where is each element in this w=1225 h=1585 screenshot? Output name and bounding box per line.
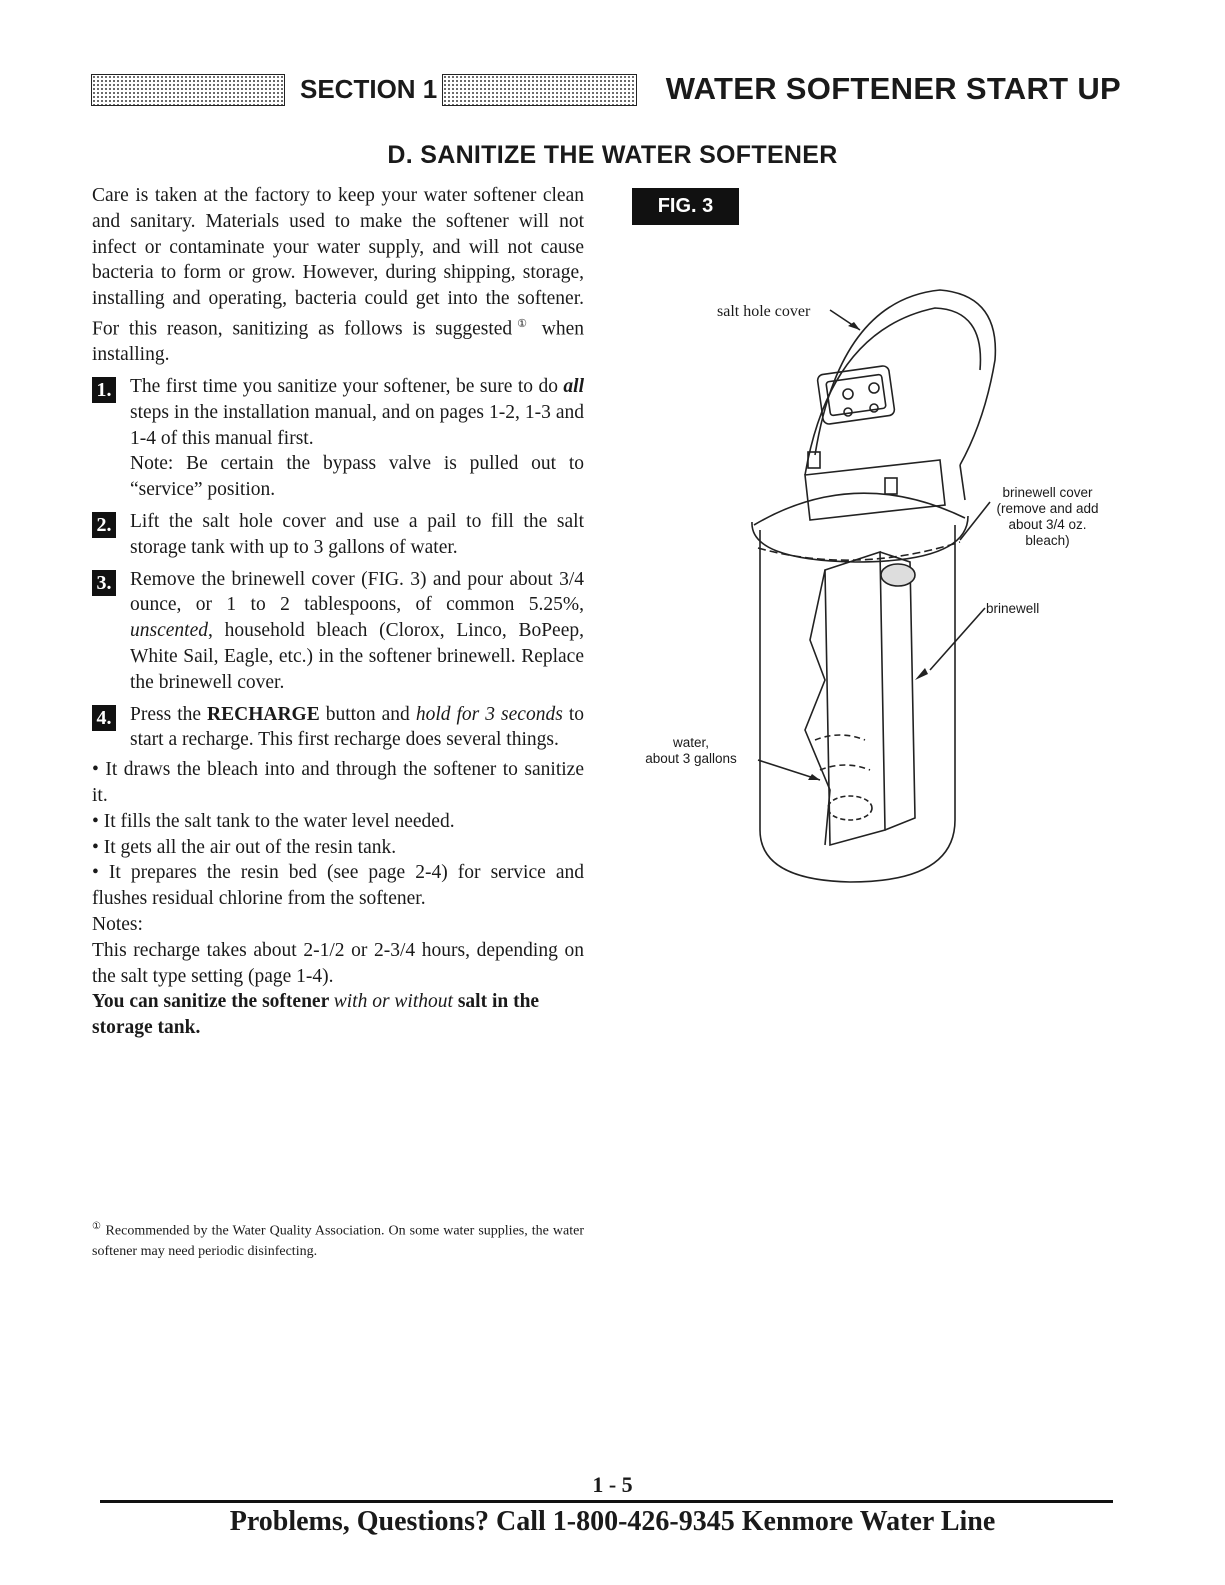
page-heading: D. SANITIZE THE WATER SOFTENER: [387, 141, 838, 169]
footnote: ① Recommended by the Water Quality Association. On some water supplies, the water softener may need periodic disinfecting.: [92, 1221, 585, 1259]
bullet-item: • It gets all the air out of the resin tank.: [92, 836, 397, 858]
step-number-badge: 1.: [92, 377, 116, 403]
intro-paragraph: Care is taken at the factory to keep your water softener clean and sanitary. Materials used to make the softener will not infect or contaminate your water supply, and will not cause bacteria to form or grow. However, during shipping, storage, installing and operating, bacteria could get into the softener. For this reason, sanitizing as follows is suggested① when installing.: [92, 185, 584, 366]
step-1: 1. The first time you sanitize your softener, be sure to do all steps in the installation manual, and on pages 1-2, 1-3 and 1-4 of this manual first. Note: Be certain the bypass valve is pulled out to “service” position.: [92, 374, 584, 503]
dotted-bar-right: [442, 74, 637, 106]
section-label: SECTION 1: [300, 74, 438, 104]
page-number: 1 - 5: [592, 1472, 633, 1497]
step-number-badge: 4.: [92, 705, 116, 731]
step-note: Note: Be certain the bypass valve is pulled out to “service” position.: [130, 453, 584, 501]
bullet-item: • It prepares the resin bed (see page 2-4) for service and flushes residual chlorine from the softener.: [92, 862, 584, 910]
water-softener-figure: [640, 270, 1120, 910]
step-number-badge: 3.: [92, 570, 116, 596]
notes-text: This recharge takes about 2-1/2 or 2-3/4 hours, depending on the salt type setting (page 1-4).: [92, 939, 584, 987]
label-brinewell: brinewell: [986, 601, 1040, 616]
dotted-bar-left: [91, 74, 285, 106]
bullet-item: • It fills the salt tank to the water level needed.: [92, 810, 455, 832]
figure-badge: FIG. 3: [632, 188, 739, 225]
bullet-item: • It draws the bleach into and through the softener to sanitize it.: [92, 759, 584, 807]
step-3: 3. Remove the brinewell cover (FIG. 3) and pour about 3/4 ounce, or 1 to 2 tablespoons, of common 5.25%, unscented, household bleach (Clorox, Linco, BoPeep, White Sail, Eagle, etc.) in the softener brinewell. Replace the brinewell cover.: [92, 567, 584, 696]
step-4: 4. Press the RECHARGE button and hold for 3 seconds to start a recharge. This first recharge does several things.: [92, 702, 584, 754]
water-softener-illustration: [640, 270, 1120, 910]
section-title: WATER SOFTENER START UP: [665, 71, 1121, 106]
label-brinewell-cover: brinewell cover (remove and add about 3/4 oz. bleach): [996, 485, 1099, 548]
label-water: water, about 3 gallons: [645, 735, 737, 766]
notes-label: Notes:: [92, 914, 143, 936]
footer-helpline: Problems, Questions? Call 1-800-426-9345 Kenmore Water Line: [229, 1506, 996, 1537]
step-2: 2. Lift the salt hole cover and use a pail to fill the salt storage tank with up to 3 gallons of water.: [92, 509, 584, 561]
step-number-badge: 2.: [92, 512, 116, 538]
instructions-column: [92, 183, 584, 1041]
label-salt-hole-cover: salt hole cover: [717, 303, 811, 320]
section-header: [91, 72, 1121, 110]
bold-note: You can sanitize the softener with or without salt in the storage tank.: [92, 991, 540, 1039]
footer-rule: [100, 1500, 1113, 1503]
footnote-marker: ①: [512, 317, 532, 330]
